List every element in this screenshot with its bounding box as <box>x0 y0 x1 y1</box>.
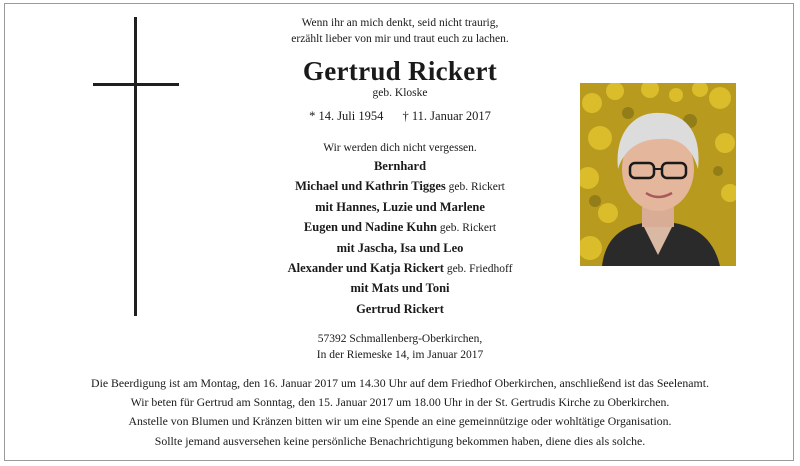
address-line-1: 57392 Schmallenberg-Oberkirchen, <box>317 333 483 345</box>
mourner-row: Gertrud Rickert <box>356 301 444 316</box>
mourner-row: Alexander und Katja Rickert geb. Friedhoff <box>287 261 513 276</box>
mourner-row: mit Jascha, Isa und Leo <box>336 240 464 255</box>
birth-date: * 14. Juli 1954 <box>309 109 384 123</box>
notice-line: Die Beerdigung ist am Montag, den 16. Januar 2017 um 14.30 Uhr auf dem Friedhof Oberkirchen, anschließend ist das Seelenamt. <box>91 376 709 390</box>
mourning-address <box>190 331 610 363</box>
quote-line-1: Wenn ihr an mich denkt, seid nicht traurig, <box>301 17 499 29</box>
cross-icon <box>134 17 137 316</box>
memorial-quote <box>190 15 610 47</box>
mourners-list <box>190 157 610 320</box>
death-date: † 11. Januar 2017 <box>402 109 491 123</box>
notice-line: Sollte jemand ausversehen keine persönliche Benachrichtigung bekommen haben, diene dies als solche. <box>154 433 646 448</box>
mourner-row: Bernhard <box>373 159 427 173</box>
maiden-name: geb. Kloske <box>372 87 428 99</box>
mourner-row: Eugen und Nadine Kuhn geb. Rickert <box>303 220 497 235</box>
funeral-notices <box>20 374 780 451</box>
portrait-photo <box>580 83 736 266</box>
cross-icon-bar <box>93 83 179 86</box>
mourner-row: mit Hannes, Luzie und Marlene <box>315 199 485 214</box>
deceased-name: Gertrud Rickert <box>302 56 498 86</box>
address-line-2: In der Riemeske 14, im Januar 2017 <box>316 349 484 361</box>
life-dates <box>190 109 610 124</box>
mourner-row: Michael und Kathrin Tigges geb. Rickert <box>295 179 505 194</box>
notice-line: Anstelle von Blumen und Kränzen bitten wir um eine Spende an eine gemeinnützige oder wohltätige Organisation. <box>128 414 672 429</box>
mourner-row: mit Mats und Toni <box>350 281 450 296</box>
notice-line: Wir beten für Gertrud am Sonntag, den 15. Januar 2017 um 18.00 Uhr in der St. Gertrudis Kirche zu Oberkirchen. <box>130 395 670 410</box>
quote-line-2: erzählt lieber von mir und traut euch zu lachen. <box>291 33 509 45</box>
farewell-line: Wir werden dich nicht vergessen. <box>323 142 477 154</box>
